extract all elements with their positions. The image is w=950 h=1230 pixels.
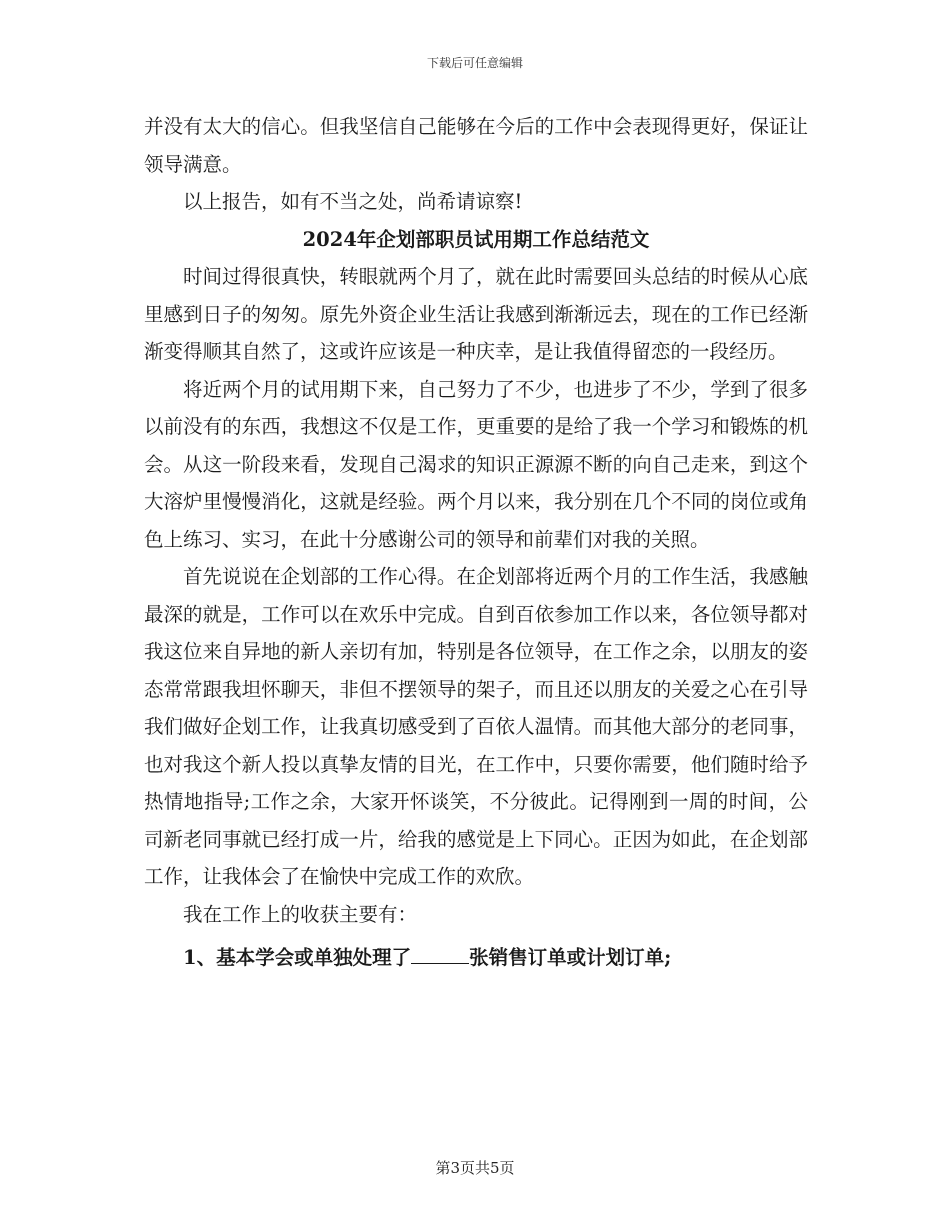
paragraph-trial-period: 将近两个月的试用期下来，自己努力了不少，也进步了不少，学到了很多以前没有的东西，我想这不仅是工作，更重要的是给了我一个学习和锻炼的机会。从这一阶段来看，发现自己渴求的知识正源源不断的向自己走来，到这个大溶炉里慢慢消化，这就是经验。两个月以来，我分别在几个不同的岗位或角色上练习、实习，在此十分感谢公司的领导和前辈们对我的关照。 [144, 377, 808, 551]
header-note: 下载后可任意编辑 [426, 56, 523, 70]
list-item-1 [144, 939, 808, 977]
paragraph-intro: 时间过得很真快，转眼就两个月了，就在此时需要回头总结的时候从心底里感到日子的匆匆。原先外资企业生活让我感到渐渐远去，现在的工作已经渐渐变得顺其自然了，这或许应该是一种庆幸，是让我值得留恋的一段经历。 [144, 265, 808, 363]
list-item-1-suffix: 张销售订单或计划订单; [469, 946, 672, 969]
document-body [144, 108, 808, 977]
paragraph-closing: 以上报告，如有不当之处，尚希请谅察! [183, 190, 523, 213]
page-number: 第3页共5页 [435, 1159, 515, 1177]
paragraph-continued: 并没有太大的信心。但我坚信自己能够在今后的工作中会表现得更好，保证让领导满意。 [144, 115, 808, 176]
paragraph-gains-heading: 我在工作上的收获主要有： [183, 902, 418, 926]
paragraph-work-experience: 首先说说在企划部的工作心得。在企划部将近两个月的工作生活，我感触最深的就是，工作可以在欢乐中完成。自到百依参加工作以来，各位领导都对我这位来自异地的新人亲切有加，特别是各位领导，在工作之余，以朋友的姿态常常跟我坦怀聊天，非但不摆领导的架子，而且还以朋友的关爱之心在引导我们做好企划工作，让我真切感受到了百依人温情。而其他大部分的老同事，也对我这个新人投以真挚友情的目光，在工作中，只要你需要，他们随时给予热情地指导;工作之余，大家开怀谈笑，不分彼此。记得刚到一周的时间，公司新老同事就已经打成一片，给我的感觉是上下同心。正因为如此，在企划部工作，让我体会了在愉快中完成工作的欢欣。 [144, 565, 808, 888]
list-item-1-prefix: 1、基本学会或单独处理了 [183, 946, 412, 969]
document-title: 2024年企划部职员试用期工作总结范文 [302, 227, 650, 251]
fill-in-blank [411, 962, 469, 964]
